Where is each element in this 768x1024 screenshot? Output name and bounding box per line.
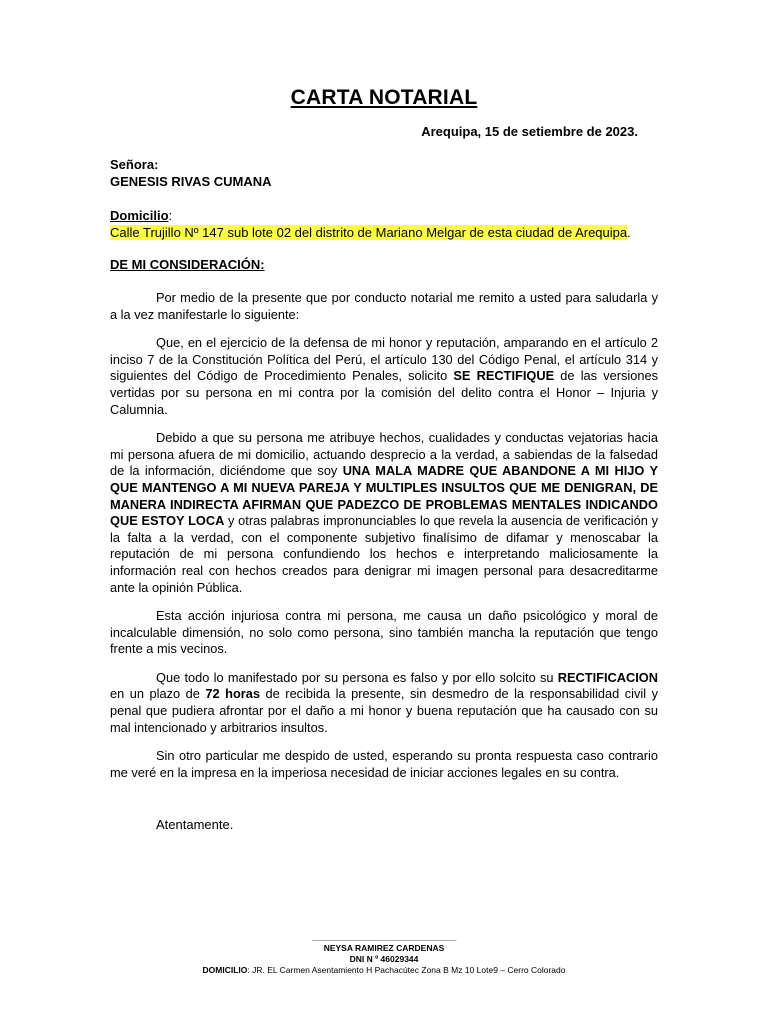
document-title: CARTA NOTARIAL (290, 86, 478, 109)
paragraph-greeting: Por medio de la presente que por conducto notarial me remito a usted para saludarla y a la vez manifestarle lo siguiente: (110, 290, 658, 322)
paragraph-demand-text-c: en un plazo de (110, 686, 206, 702)
domicile-address: Calle Trujillo Nº 147 sub lote 02 del distrito de Mariano Melgar de esta ciudad de Arequipa (110, 225, 628, 240)
closing-line: Atentamente. (156, 817, 234, 832)
paragraph-rectify-text-c: de las versiones vertidas por su persona en mi contra por la comisión del delito contra el Honor – Injuria y Calumnia. (110, 368, 658, 417)
letter-date: Arequipa, 15 de setiembre de 2023. (421, 124, 638, 139)
paragraph-demand-text-a: Que todo lo manifestado por su persona es falso y por ello solcito su (156, 669, 558, 685)
paragraph-demand-text-e: de recibida la presente, sin desmedro de la responsabilidad civil y penal que pudiera afrontar por el daño a mi honor y buena reputación que ha causado con su mal intencionado y arbitrarios insultos. (110, 686, 658, 735)
signature-block (0, 932, 768, 976)
recipient-salutation: Señora: (110, 157, 159, 172)
recipient-name: GENESIS RIVAS CUMANA (110, 174, 272, 189)
signature-line: __________________________________ (312, 932, 456, 942)
paragraph-demand (110, 670, 658, 736)
domicile-end: . (627, 225, 631, 240)
domicile-colon: : (168, 208, 173, 223)
letter-body (110, 290, 658, 781)
signer-name: NEYSA RAMIREZ CARDENAS (323, 943, 445, 953)
signer-domicile-label: DOMICILIO (202, 965, 248, 975)
consideration-heading: DE MI CONSIDERACIÓN: (110, 257, 265, 272)
paragraph-allegations (110, 430, 658, 596)
paragraph-damage: Esta acción injuriosa contra mi persona, me causa un daño psicológico y moral de incalculable dimensión, no solo como persona, sino también mancha la reputación que tengo frente a mis vecinos. (110, 608, 658, 657)
paragraph-demand-rectificacion: RECTIFICACION (557, 669, 658, 685)
paragraph-allegations-emphasis: UNA MALA MADRE QUE ABANDONE A MI HIJO Y QUE MANTENGO A MI NUEVA PAREJA Y MULTIPLES INSULTOS QUE ME DENIGRAN, DE MANERA INDIRECTA AFIRMAN QUE PADEZCO DE PROBLEMAS MENTALES INDICANDO QUE ESTOY LOCA (110, 463, 658, 529)
paragraph-farewell: Sin otro particular me despido de usted, esperando su pronta respuesta caso contrario me veré en la impresa en la imperiosa necesidad de iniciar acciones legales en su contra. (110, 748, 658, 780)
domicile-block (110, 207, 658, 241)
paragraph-allegations-text-a: Debido a que su persona me atribuye hechos, cualidades y conductas vejatorias hacia mi persona afuera de mi domicilio, actuando desprecio a la verdad, a sabiendas de la falsedad de la información, diciéndome que soy (110, 430, 658, 479)
paragraph-demand-deadline: 72 horas (205, 686, 261, 702)
domicile-label: Domicilio (110, 208, 169, 223)
paragraph-rectify-emphasis: SE RECTIFIQUE (453, 368, 555, 384)
signer-dni: DNI N º 46029344 (349, 954, 419, 964)
signer-domicile-value: : JR. EL Carmen Asentamiento H Pachacútec Zona B Mz 10 Lote9 – Cerro Colorado (247, 965, 566, 975)
signer-domicile (0, 965, 768, 976)
paragraph-rectify-request (110, 335, 658, 418)
paragraph-allegations-text-c: y otras palabras impronunciables lo que revela la ausencia de verificación y la falta a la verdad, con el componente subjetivo finalísimo de difamar y menoscabar la reputación de mi persona confundiendo los hechos e interpretando maliciosamente la información real con hechos creados para denigrar mi imagen personal para desacreditarme ante la opinión Pública. (110, 513, 658, 595)
paragraph-rectify-text-a: Que, en el ejercicio de la defensa de mi honor y reputación, amparando en el artículo 2 inciso 7 de la Constitución Política del Perú, el artículo 130 del Código Penal, el artículo 314 y siguientes del Código de Procedimiento Penales, solicito (110, 335, 658, 384)
recipient-block (110, 156, 658, 190)
